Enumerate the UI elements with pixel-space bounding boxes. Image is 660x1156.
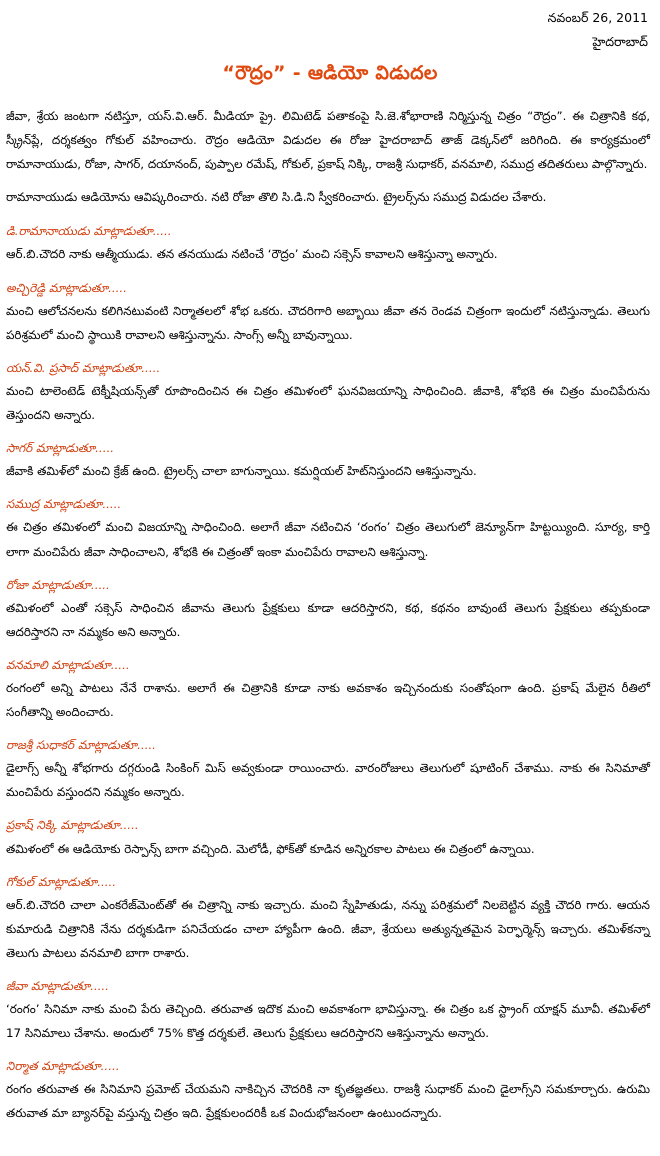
speaker-quote: ఆర్.బి.చౌదరి నాకు ఆత్మీయుడు. తన తనయుడు నటించే ‘రౌద్రం’ మంచి సక్సెస్ కావాలని ఆశిస్తున్నా అన్నారు. <box>6 247 498 262</box>
speaker-heading: గోకుల్ మాట్లాడుతూ..... <box>6 874 117 889</box>
speaker-heading: రోజా మాట్లాడుతూ..... <box>6 577 110 592</box>
speaker-section <box>6 976 650 1045</box>
speaker-quote: ‘రంగం’ సినిమా నాకు మంచి పేరు తెచ్చింది. తరువాత ఇదొక మంచి అవకాశంగా భావిస్తున్నా. ఈ చిత్రం ఒక స్ట్రాంగ్ యాక్షన్ మూవీ. తమిళ్‌లో 17 సినిమాలు చేశాను. అందులో 75% కొత్త దర్శకులే. తెలుగు ప్రేక్షకులు ఆదరిస్తారని ఆశిస్తున్నాను అన్నారు. <box>6 1002 650 1041</box>
speaker-quote: మంచి టాలెంటెడ్ టెక్నీషియన్స్‌తో రూపొందించిన ఈ చిత్రం తమిళంలో ఘనవిజయాన్ని సాధించింది. జీవాకి, శోభకి ఈ చిత్రం మంచిపేరును తెస్తుందని అన్నారు. <box>6 383 650 423</box>
speaker-quote: తమిళంలో ఎంతో సక్సెస్ సాధించిన జీవాను తెలుగు ప్రేక్షకులు కూడా ఆదరిస్తారని, కథ, కథనం బావుంటే తెలుగు ప్రేక్షకులు తప్పకుండా ఆదరిస్తారని నా నమ్మకం అని అన్నారు. <box>6 600 650 639</box>
speaker-section <box>6 438 650 483</box>
speaker-section <box>6 872 650 965</box>
speaker-section <box>6 815 650 860</box>
speaker-heading: నిర్మాత మాట్లాడుతూ..... <box>6 1059 120 1074</box>
speaker-section <box>6 1056 650 1125</box>
speaker-section <box>6 575 650 644</box>
speaker-section <box>6 358 650 427</box>
speaker-quote: ఆర్.బి.చౌదరి చాలా ఎంకరేజ్‌మెంట్‌తో ఈ చిత్రాన్ని నాకు ఇచ్చారు. మంచి స్నేహితుడు, నన్ను పరిశ్రమలో నిలబెట్టిన వ్యక్తి చౌదరి గారు. ఆయన కుమారుడి చిత్రానికి నేను దర్శకుడిగా పనిచేయడం చాలా హ్యాపీగా ఉంది. జీవా, శ్రేయలు అత్యున్నతమైన పెర్ఫార్మెన్స్ ఇచ్చారు. తమిళ్‌కన్నా తెలుగు పాటలు వనమాలి బాగా రాశారు. <box>6 897 650 960</box>
speaker-section <box>6 221 650 266</box>
speaker-heading: వనమాలి మాట్లాడుతూ..... <box>6 657 130 672</box>
speaker-heading: డి.రామానాయుడు మాట్లాడుతూ..... <box>6 224 172 239</box>
article-body <box>6 104 650 1137</box>
speaker-heading: సాగర్ మాట్లాడుతూ..... <box>6 441 114 456</box>
speaker-heading: సముద్ర మాట్లాడుతూ..... <box>6 497 122 512</box>
speaker-heading: అచ్చిరెడ్డి మాట్లాడుతూ..... <box>6 280 127 295</box>
article-date: నవంబర్ 26, 2011 <box>547 10 648 25</box>
speaker-quote: జీవాకి తమిళ్‌లో మంచి క్రేజ్ ఉంది. ట్రైలర్స్ చాలా బాగున్నాయి. కమర్షియల్ హిట్‌నిస్తుందని ఆశిస్తున్నాను. <box>6 464 477 479</box>
speaker-section <box>6 494 650 563</box>
speaker-section <box>6 655 650 724</box>
speaker-quote: మంచి ఆలోచనలను కలిగినటువంటి నిర్మాతలలో శోభ ఒకరు. చౌదరిగారి అబ్బాయి జీవా తన రెండవ చిత్రంగా ఇందులో నటిస్తున్నాడు. తెలుగు పరిశ్రమలో మంచి స్థాయికి రావాలని ఆశిస్తున్నాను. సాంగ్స్ అన్నీ బావున్నాయి. <box>6 303 650 342</box>
lead-paragraph: రామానాయుడు ఆడియోను ఆవిష్కరించారు. నటి రోజా తొలి సి.డి.ని స్వీకరించారు. ట్రైలర్స్‌ను సముద్ర విడుదల చేశారు. <box>6 190 547 205</box>
article-title: “రౌద్రం” - ఆడియో విడుదల <box>222 62 438 84</box>
article-meta <box>548 6 648 54</box>
speaker-quote: రంగంలో అన్ని పాటలు నేనే రాశాను. అలాగే ఈ చిత్రానికి కూడా నాకు అవకాశం ఇచ్చినందుకు సంతోషంగా ఉంది. ప్రకాష్ మేలైన రీతిలో సంగీతాన్ని అందించారు. <box>6 680 650 720</box>
speaker-quote: ఈ చిత్రం తమిళంలో మంచి విజయాన్ని సాధించింది. అలాగే జీవా నటించిన ‘రంగం’ చిత్రం తెలుగులో జెన్యూన్‌గా హిట్టయ్యింది. సూర్య, కార్తి లాగా మంచిపేరు జీవా సాధించాలని, శోభకి ఈ చిత్రంతో ఇంకా మంచిపేరు రావాలని ఆశిస్తున్నా. <box>6 520 650 559</box>
intro-paragraph: జీవా, శ్రేయ జంటగా నటిస్తూ, యస్.వి.ఆర్. మీడియా ప్రై. లిమిటెడ్ పతాకంపై సి.జె.శోభారాణి నిర్మిస్తున్న చిత్రం “రౌద్రం”. ఈ చిత్రానికి కథ, స్క్రీన్‌ప్లే, దర్శకత్వం గోకుల్ వహించారు. రౌద్రం ఆడియో విడుదల ఈ రోజు హైదరాబాద్ తాజ్ డెక్కన్‌లో జరిగింది. ఈ కార్యక్రమంలో రామానాయుడు, రోజా, సాగర్, దయానంద్, పుప్పాల రమేష్, గోకుల్, ప్రకాష్ నిక్కి, రాజశ్రీ సుధాకర్, వనమాలి, సముద్ర తదితరులు పాల్గొన్నారు. <box>6 109 650 172</box>
article-place: హైదరాబాద్ <box>592 34 648 49</box>
speaker-section <box>6 278 650 347</box>
speaker-heading: రాజశ్రీ సుధాకర్ మాట్లాడుతూ..... <box>6 738 156 753</box>
speaker-quote: రంగం తరువాత ఈ సినిమాని ప్రమోట్ చేయమని నాకిచ్చిన చౌదరికి నా కృతజ్ఞతలు. రాజశ్రీ సుధాకర్ మంచి డైలాగ్స్‌ని సమకూర్చారు. ఉరుమి తరువాత మా బ్యానర్‌పై వస్తున్న చిత్రం ఇది. ప్రేక్షకులందరికీ ఒక విందుభోజనంలా ఉంటుందన్నారు. <box>6 1082 650 1121</box>
speaker-section <box>6 735 650 804</box>
speaker-heading: జీవా మాట్లాడుతూ..... <box>6 979 109 993</box>
speaker-quote: డైలాగ్స్ అన్నీ శోభగారు దగ్గరుండి సింకింగ్ మిస్ అవ్వకుండా రాయించారు. వారంరోజులు తెలుగులో షూటింగ్ చేశాము. నాకు ఈ సినిమాతో మంచిపేరు వస్తుందని నమ్మకం అన్నారు. <box>6 761 650 800</box>
speaker-heading: యన్.వి. ప్రసాద్ మాట్లాడుతూ..... <box>6 360 161 375</box>
speaker-quote: తమిళంలో ఈ ఆడియోకు రెస్పాన్స్ బాగా వచ్చింది. మెలోడీ, ఫోక్‌తో కూడిన అన్నిరకాల పాటలు ఈ చిత్రంలో ఉన్నాయి. <box>6 841 535 856</box>
speaker-heading: ప్రకాష్ నిక్కి మాట్లాడుతూ..... <box>6 818 139 833</box>
